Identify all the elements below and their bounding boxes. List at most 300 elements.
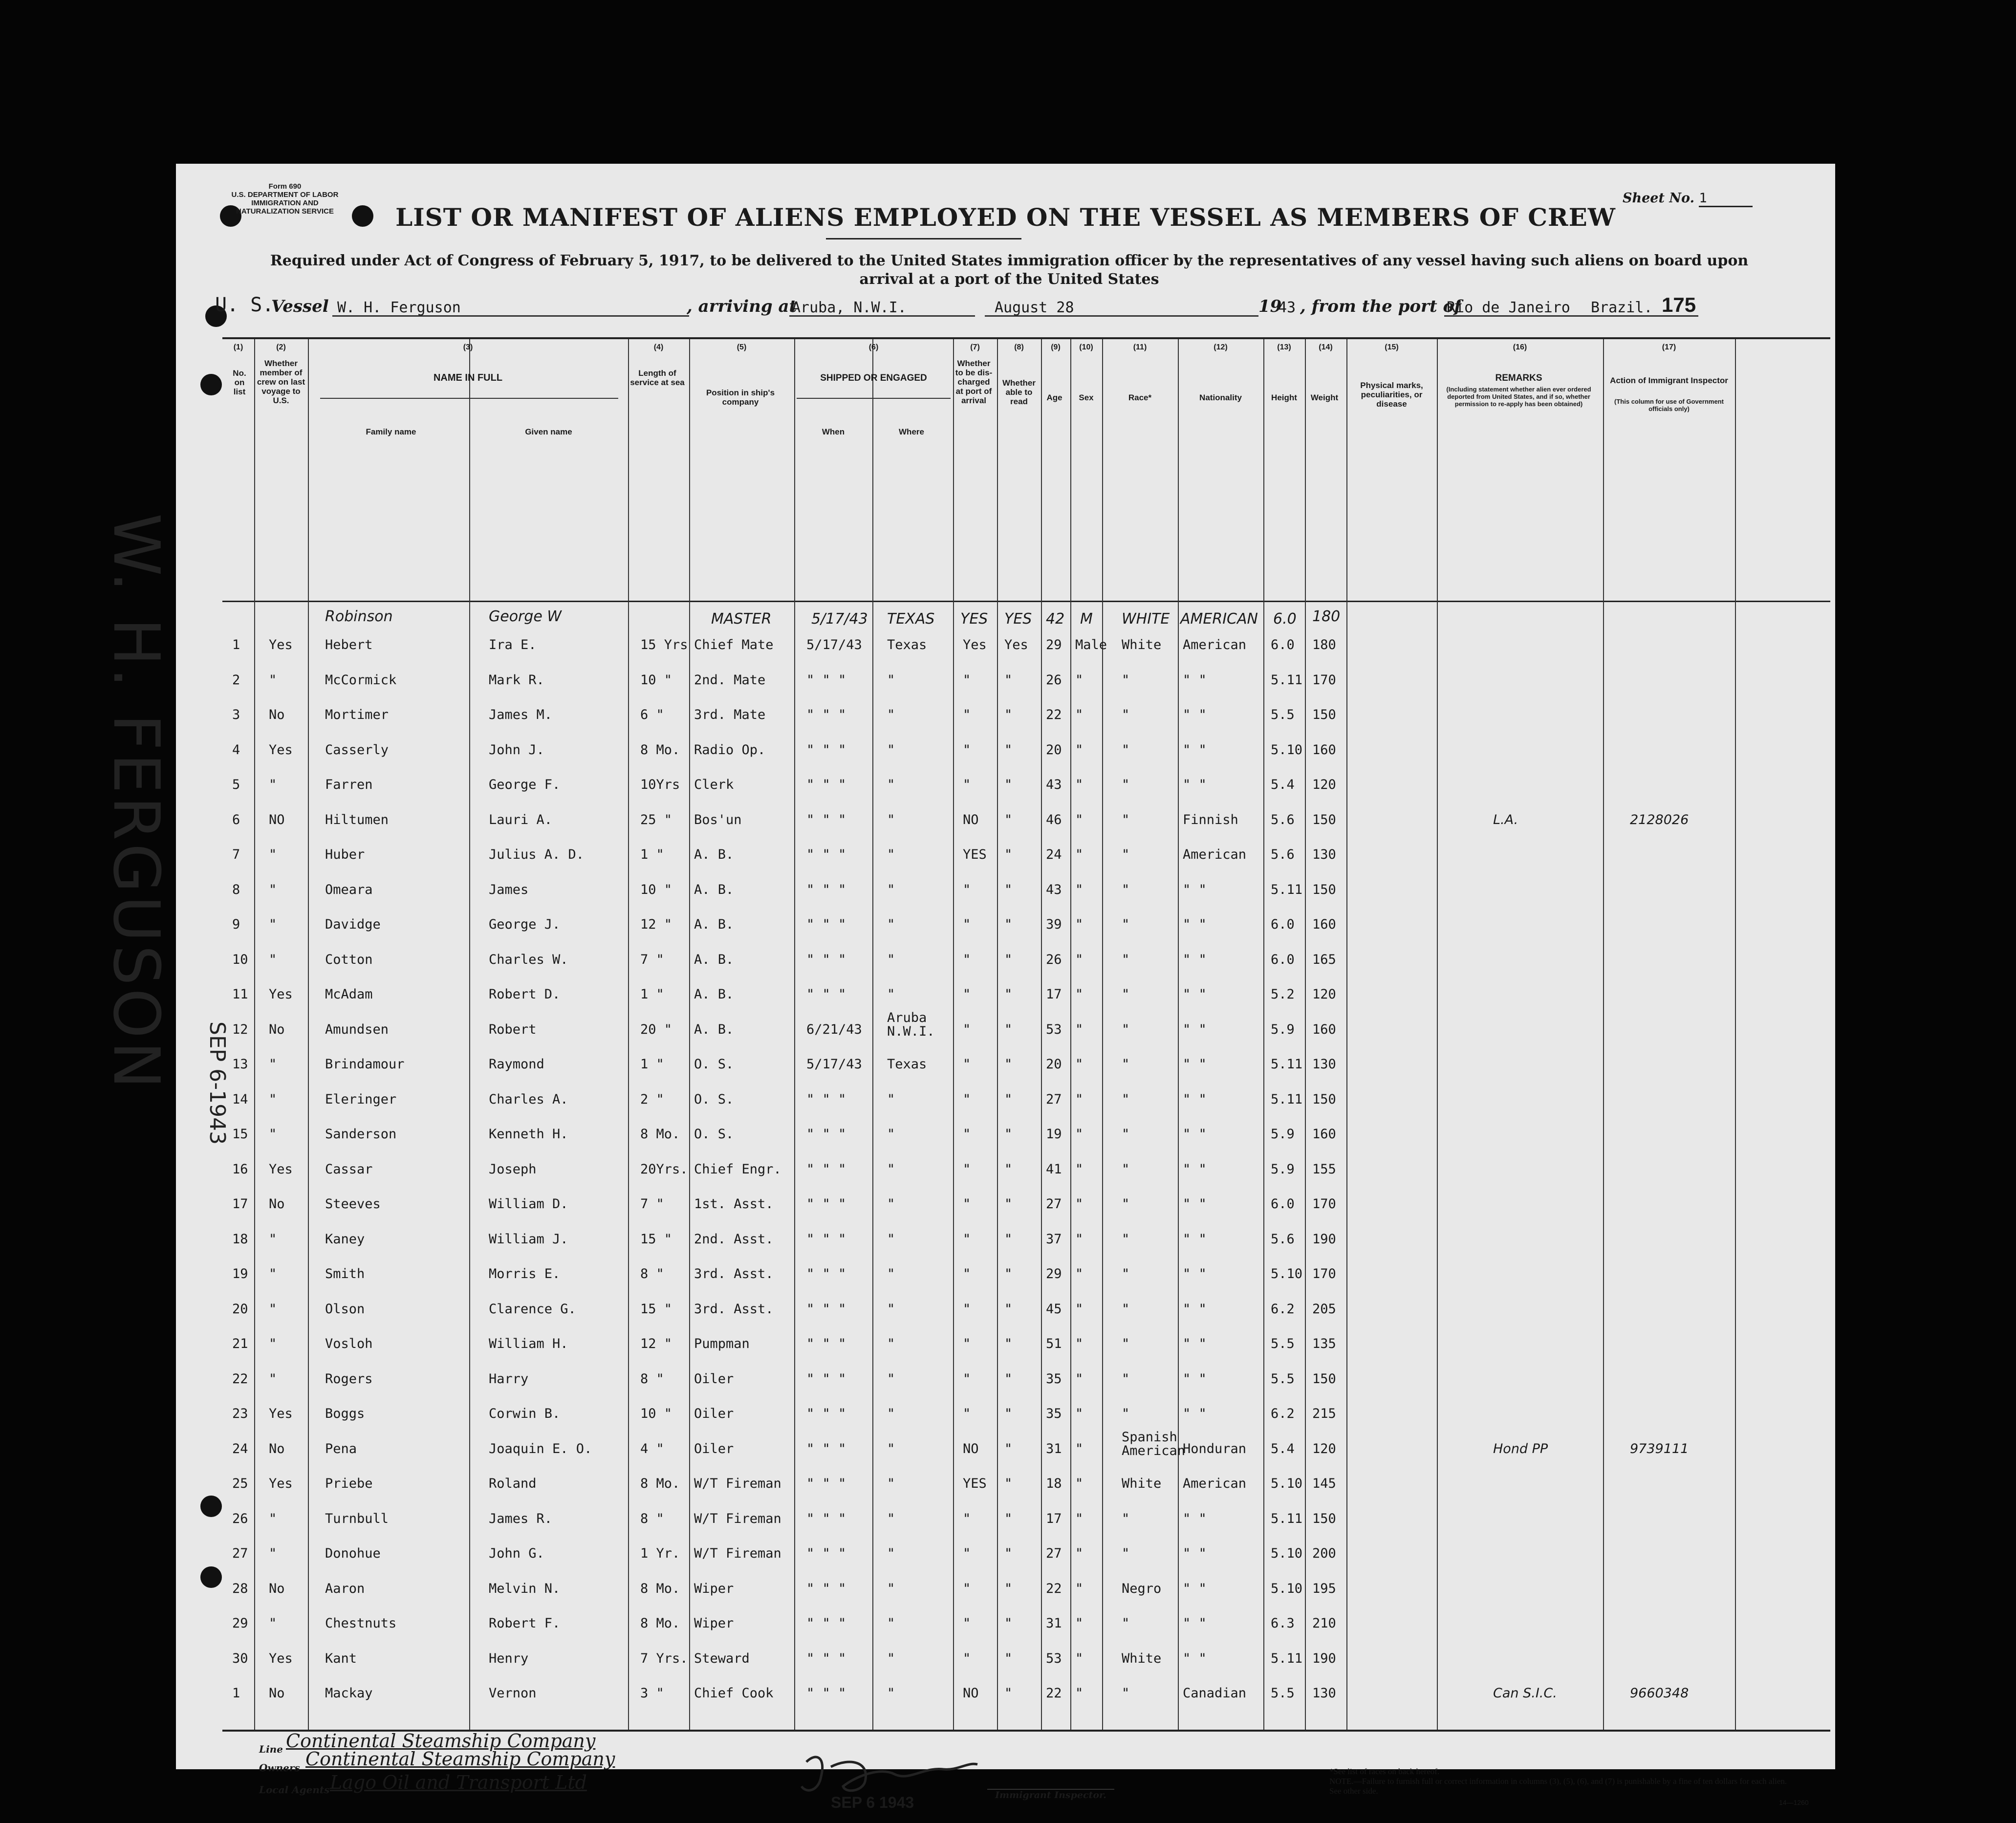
year-prefix: 19 [1258, 297, 1282, 316]
header-when: When [822, 427, 845, 436]
underline [985, 315, 1258, 317]
shipped-where: " [887, 952, 895, 967]
service-length: 8 Mo. [640, 1476, 680, 1491]
family-name: Priebe [325, 1476, 373, 1491]
shipped-where: " [887, 1581, 895, 1596]
discharged: " [963, 917, 971, 932]
shipped-where: " [887, 847, 895, 862]
family-name: Brindamour [325, 1057, 405, 1072]
sex: " [1075, 1406, 1084, 1421]
weight: 170 [1312, 1196, 1336, 1212]
height: 5.11 [1271, 1650, 1303, 1666]
master-position: MASTER [711, 610, 772, 628]
shipped-when: 5/17/43 [806, 1057, 862, 1072]
header-nationality: Nationality [1199, 393, 1242, 402]
nationality: " " [1183, 1057, 1207, 1072]
race: " [1122, 1091, 1130, 1107]
service-length: 6 " [640, 707, 664, 722]
row-number: 29 [232, 1616, 248, 1631]
table-row [222, 1010, 1830, 1057]
race: " [1122, 987, 1130, 1002]
shipped-where: " [887, 1127, 895, 1142]
position: A. B. [694, 917, 734, 932]
age: 27 [1046, 1091, 1062, 1107]
discharged: " [963, 672, 971, 688]
shipped-when: 5/17/43 [806, 637, 862, 652]
owners-label: Owners [259, 1762, 300, 1774]
row-number: 21 [232, 1336, 248, 1351]
weight: 150 [1312, 1511, 1336, 1526]
stamp-number: 175 [1662, 293, 1696, 316]
weight: 195 [1312, 1581, 1336, 1596]
master-family-name: Robinson [325, 608, 393, 625]
able-to-read: " [1004, 1336, 1013, 1351]
sex: " [1075, 1371, 1084, 1387]
inspector-signature [797, 1747, 982, 1801]
race: " [1122, 1266, 1130, 1281]
header-service: Length of service at sea [630, 369, 685, 387]
service-length: 1 " [640, 847, 664, 862]
weight: 120 [1312, 777, 1336, 792]
race: " [1122, 1021, 1130, 1037]
inspector-action: 9660348 [1630, 1686, 1689, 1701]
height: 5.9 [1271, 1161, 1295, 1177]
service-length: 8 Mo. [640, 1127, 680, 1142]
agents-label: Local Agents [259, 1784, 330, 1796]
age: 22 [1046, 1581, 1062, 1596]
service-length: 10 " [640, 672, 672, 688]
arriving-label: , arriving at [687, 297, 797, 316]
service-length: 8 Mo. [640, 742, 680, 758]
age: 35 [1046, 1406, 1062, 1421]
column-number: (9) [1051, 343, 1061, 351]
prev-voyage: " [269, 1127, 277, 1142]
header-race: Race* [1128, 393, 1152, 402]
sex: " [1075, 847, 1084, 862]
shipped-where: " [887, 987, 895, 1002]
given-name: Raymond [489, 1057, 544, 1072]
position: Wiper [694, 1581, 734, 1596]
family-name: Mackay [325, 1686, 373, 1701]
title-rule [826, 238, 1021, 239]
prev-voyage: NO [269, 812, 285, 827]
sex: " [1075, 742, 1084, 758]
sex: " [1075, 1021, 1084, 1037]
sheet-label: Sheet No. [1623, 191, 1694, 206]
sex: " [1075, 1336, 1084, 1351]
sex: " [1075, 1161, 1084, 1177]
weight: 180 [1312, 637, 1336, 652]
sex: " [1075, 952, 1084, 967]
sheet-number: 1 [1699, 191, 1753, 207]
header-discharged: Whether to be dis-charged at port of arrival [955, 359, 993, 405]
weight: 150 [1312, 707, 1336, 722]
race: Negro [1122, 1581, 1162, 1596]
given-name: Harry [489, 1371, 529, 1387]
height: 6.2 [1271, 1301, 1295, 1317]
prev-voyage: " [269, 1371, 277, 1387]
weight: 170 [1312, 1266, 1336, 1281]
shipped-when: " " " [806, 1336, 846, 1351]
prev-voyage: Yes [269, 1406, 293, 1421]
race: " [1122, 1301, 1130, 1317]
agents-value: Lago Oil and Transport Ltd [330, 1772, 587, 1793]
position: 3rd. Asst. [694, 1266, 774, 1281]
shipped-when: " " " [806, 1441, 846, 1456]
nationality: " " [1183, 1616, 1207, 1631]
shipped-when: " " " [806, 1686, 846, 1701]
height: 6.2 [1271, 1406, 1295, 1421]
sex: " [1075, 1511, 1084, 1526]
race: " [1122, 1127, 1130, 1142]
shipped-when: " " " [806, 672, 846, 688]
header-given-name: Given name [525, 427, 572, 436]
shipped-where: " [887, 1616, 895, 1631]
row-number: 11 [232, 987, 248, 1002]
nationality: " " [1183, 777, 1207, 792]
height: 6.0 [1271, 637, 1295, 652]
height: 5.11 [1271, 1091, 1303, 1107]
table-row [222, 1429, 1830, 1476]
table-row [222, 1686, 1830, 1721]
weight: 150 [1312, 812, 1336, 827]
able-to-read: " [1004, 847, 1013, 862]
prev-voyage: " [269, 952, 277, 967]
sex: " [1075, 1266, 1084, 1281]
row-number: 17 [232, 1196, 248, 1212]
prev-voyage: Yes [269, 1476, 293, 1491]
race: " [1122, 742, 1130, 758]
position: Chief Engr. [694, 1161, 781, 1177]
shipped-where: " [887, 882, 895, 897]
position: Oiler [694, 1371, 734, 1387]
discharged: " [963, 777, 971, 792]
column-number: (3) [463, 343, 473, 351]
given-name: Joaquin E. O. [489, 1441, 592, 1456]
age: 31 [1046, 1616, 1062, 1631]
sex: " [1075, 1441, 1084, 1456]
age: 35 [1046, 1371, 1062, 1387]
race: " [1122, 917, 1130, 932]
vessel-label: Vessel [271, 297, 329, 316]
form-number: Form 690 [268, 182, 302, 191]
weight: 145 [1312, 1476, 1336, 1491]
race: " [1122, 812, 1130, 827]
sex: " [1075, 1650, 1084, 1666]
prev-voyage: No [269, 707, 285, 722]
discharged: " [963, 1127, 971, 1142]
race: " [1122, 1371, 1130, 1387]
arrival-date: August 28 [995, 299, 1074, 316]
discharged: " [963, 1546, 971, 1561]
discharged: " [963, 1371, 971, 1387]
weight: 210 [1312, 1616, 1336, 1631]
position: 3rd. Mate [694, 707, 766, 722]
age: 43 [1046, 882, 1062, 897]
height: 5.6 [1271, 847, 1295, 862]
arrival-year: 43 [1278, 299, 1296, 316]
row-number: 14 [232, 1091, 248, 1107]
row-number: 10 [232, 952, 248, 967]
nationality: " " [1183, 882, 1207, 897]
nationality: " " [1183, 742, 1207, 758]
race: " [1122, 1057, 1130, 1072]
weight: 160 [1312, 742, 1336, 758]
table-row [222, 1511, 1830, 1546]
height: 5.10 [1271, 1476, 1303, 1491]
nationality: " " [1183, 1127, 1207, 1142]
weight: 130 [1312, 847, 1336, 862]
department: U.S. DEPARTMENT OF LABOR [231, 191, 339, 199]
family-name: Donohue [325, 1546, 381, 1561]
weight: 120 [1312, 987, 1336, 1002]
header-read: Whether able to read [1002, 378, 1036, 406]
shipped-where: Aruba N.W.I. [887, 1010, 935, 1039]
table-row [222, 1302, 1830, 1337]
family-name: Turnbull [325, 1511, 389, 1526]
prev-voyage: No [269, 1686, 285, 1701]
discharged: " [963, 1336, 971, 1351]
table-row [222, 1336, 1830, 1371]
discharged: " [963, 1650, 971, 1666]
shipped-when: " " " [806, 742, 846, 758]
service-length: 7 " [640, 1196, 664, 1212]
nationality: " " [1183, 1406, 1207, 1421]
side-vessel-stamp: W. H. FERGUSON [99, 513, 173, 1092]
table-row [222, 637, 1830, 673]
family-name: Mortimer [325, 707, 389, 722]
given-name: Kenneth H. [489, 1127, 568, 1142]
service-length: 2 " [640, 1091, 664, 1107]
shipped-where: " [887, 1650, 895, 1666]
sex: " [1075, 1476, 1084, 1491]
arriving-at: Aruba, N.W.I. [792, 299, 907, 316]
header-remarks: REMARKS [1495, 373, 1542, 383]
family-name: Vosloh [325, 1336, 373, 1351]
given-name: James M. [489, 707, 553, 722]
weight: 160 [1312, 1127, 1336, 1142]
row-number: 23 [232, 1406, 248, 1421]
table-row [222, 847, 1830, 882]
weight: 205 [1312, 1301, 1336, 1317]
height: 5.6 [1271, 1231, 1295, 1247]
race: " [1122, 1196, 1130, 1212]
race: " [1122, 707, 1130, 722]
row-number: 3 [232, 707, 240, 722]
able-to-read: " [1004, 1057, 1013, 1072]
age: 26 [1046, 952, 1062, 967]
discharged: " [963, 1161, 971, 1177]
side-date-stamp: SEP 6-1943 [205, 1021, 230, 1145]
sex: " [1075, 1546, 1084, 1561]
family-name: Sanderson [325, 1127, 397, 1142]
able-to-read: Yes [1004, 637, 1028, 652]
page-subtitle: Required under Act of Congress of February 5, 1917, to be delivered to the United States immigration officer by the representatives of any vessel having such aliens on board upon arrival at a port of the United States [270, 252, 1749, 288]
prev-voyage: " [269, 917, 277, 932]
prev-voyage: Yes [269, 742, 293, 758]
shipped-when: " " " [806, 1581, 846, 1596]
table-row [222, 1476, 1830, 1511]
table-row [222, 673, 1830, 708]
discharged: NO [963, 812, 979, 827]
column-number: (6) [868, 343, 879, 351]
nationality: " " [1183, 1511, 1207, 1526]
given-name: Melvin N. [489, 1581, 561, 1596]
table-row [222, 1232, 1830, 1267]
line-value: Continental Steamship Company [286, 1730, 596, 1752]
given-name: Henry [489, 1650, 529, 1666]
discharged: YES [963, 847, 987, 862]
row-number: 15 [232, 1127, 248, 1142]
discharged: " [963, 882, 971, 897]
nationality: American [1183, 847, 1247, 862]
header-action-note: (This column for use of Government officials only) [1614, 398, 1724, 412]
weight: 150 [1312, 1091, 1336, 1107]
family-name: Steeves [325, 1196, 381, 1212]
prev-voyage: No [269, 1441, 285, 1456]
family-name: Farren [325, 777, 373, 792]
family-name: Amundsen [325, 1021, 389, 1037]
able-to-read: " [1004, 1441, 1013, 1456]
shipped-where: " [887, 917, 895, 932]
manifest-sheet [176, 164, 1835, 1811]
given-name: William D. [489, 1196, 568, 1212]
column-number: (4) [653, 343, 664, 351]
weight: 190 [1312, 1650, 1336, 1666]
nationality: " " [1183, 672, 1207, 688]
family-name: Omeara [325, 882, 373, 897]
shipped-when: " " " [806, 1127, 846, 1142]
shipped-where: " [887, 1091, 895, 1107]
sex: " [1075, 672, 1084, 688]
shipped-where: " [887, 1266, 895, 1281]
age: 29 [1046, 637, 1062, 652]
prev-voyage: No [269, 1581, 285, 1596]
header-no: No. on list [233, 369, 246, 396]
race: Spanish American [1122, 1429, 1186, 1458]
prev-voyage: " [269, 1057, 277, 1072]
given-name: James [489, 882, 529, 897]
race: " [1122, 1231, 1130, 1247]
weight: 190 [1312, 1231, 1336, 1247]
nationality: American [1183, 1476, 1247, 1491]
row-number: 25 [232, 1476, 248, 1491]
master-race: WHITE [1122, 610, 1170, 628]
shipped-rule [797, 398, 951, 399]
table-row [222, 812, 1830, 847]
shipped-when: " " " [806, 1196, 846, 1212]
able-to-read: " [1004, 917, 1013, 932]
shipped-where: " [887, 1406, 895, 1421]
able-to-read: " [1004, 1650, 1013, 1666]
discharged: " [963, 1511, 971, 1526]
column-number: (1) [233, 343, 243, 351]
master-sex: M [1080, 610, 1093, 628]
column-number: (12) [1214, 343, 1228, 351]
weight: 120 [1312, 1441, 1336, 1456]
prev-voyage: Yes [269, 637, 293, 652]
able-to-read: " [1004, 1371, 1013, 1387]
prev-voyage: " [269, 672, 277, 688]
underline [789, 315, 975, 317]
able-to-read: " [1004, 812, 1013, 827]
weight: 160 [1312, 917, 1336, 932]
row-number: 2 [232, 672, 240, 688]
prev-voyage: Yes [269, 987, 293, 1002]
given-name: Vernon [489, 1686, 537, 1701]
service-length: 4 " [640, 1441, 664, 1456]
age: 26 [1046, 672, 1062, 688]
prev-voyage: " [269, 1511, 277, 1526]
family-name: Davidge [325, 917, 381, 932]
column-number: (14) [1319, 343, 1333, 351]
row-number: 18 [232, 1231, 248, 1247]
prev-voyage: No [269, 1196, 285, 1212]
family-name: Rogers [325, 1371, 373, 1387]
position: Pumpman [694, 1336, 750, 1351]
service-length: 15 " [640, 1231, 672, 1247]
given-name: Morris E. [489, 1266, 561, 1281]
discharged: " [963, 1057, 971, 1072]
given-name: Clarence G. [489, 1301, 576, 1317]
height: 5.4 [1271, 777, 1295, 792]
line-label: Line [259, 1743, 283, 1755]
shipped-when: " " " [806, 1476, 846, 1491]
column-number: (17) [1662, 343, 1676, 351]
family-name: Pena [325, 1441, 357, 1456]
sex: " [1075, 1616, 1084, 1631]
discharged: " [963, 1021, 971, 1037]
able-to-read: " [1004, 1546, 1013, 1561]
sex: " [1075, 987, 1084, 1002]
shipped-when: " " " [806, 1406, 846, 1421]
nationality: " " [1183, 1091, 1207, 1107]
service-length: 10 " [640, 882, 672, 897]
height: 5.11 [1271, 882, 1303, 897]
row-number: 13 [232, 1057, 248, 1072]
table-row [222, 1651, 1830, 1686]
nationality: " " [1183, 1336, 1207, 1351]
shipped-when: " " " [806, 917, 846, 932]
family-name: McAdam [325, 987, 373, 1002]
discharged: " [963, 952, 971, 967]
shipped-where: Texas [887, 637, 927, 652]
weight: 130 [1312, 1686, 1336, 1701]
sex: Male [1075, 637, 1107, 652]
service-length: 1 " [640, 987, 664, 1002]
height: 6.3 [1271, 1616, 1295, 1631]
row-number: 19 [232, 1266, 248, 1281]
table-row [222, 1092, 1830, 1127]
age: 22 [1046, 707, 1062, 722]
discharged: " [963, 1196, 971, 1212]
family-name: Hiltumen [325, 812, 389, 827]
height: 5.5 [1271, 1371, 1295, 1387]
nationality: " " [1183, 1231, 1207, 1247]
shipped-where: " [887, 812, 895, 827]
able-to-read: " [1004, 742, 1013, 758]
table-row [222, 1546, 1830, 1581]
age: 53 [1046, 1021, 1062, 1037]
shipped-when: " " " [806, 777, 846, 792]
remark: Hond PP [1493, 1441, 1548, 1456]
position: Wiper [694, 1616, 734, 1631]
form-number-footer: 14—1260 [1779, 1799, 1809, 1806]
column-number: (5) [737, 343, 747, 351]
service-length: 12 " [640, 1336, 672, 1351]
age: 27 [1046, 1546, 1062, 1561]
shipped-where: " [887, 1511, 895, 1526]
